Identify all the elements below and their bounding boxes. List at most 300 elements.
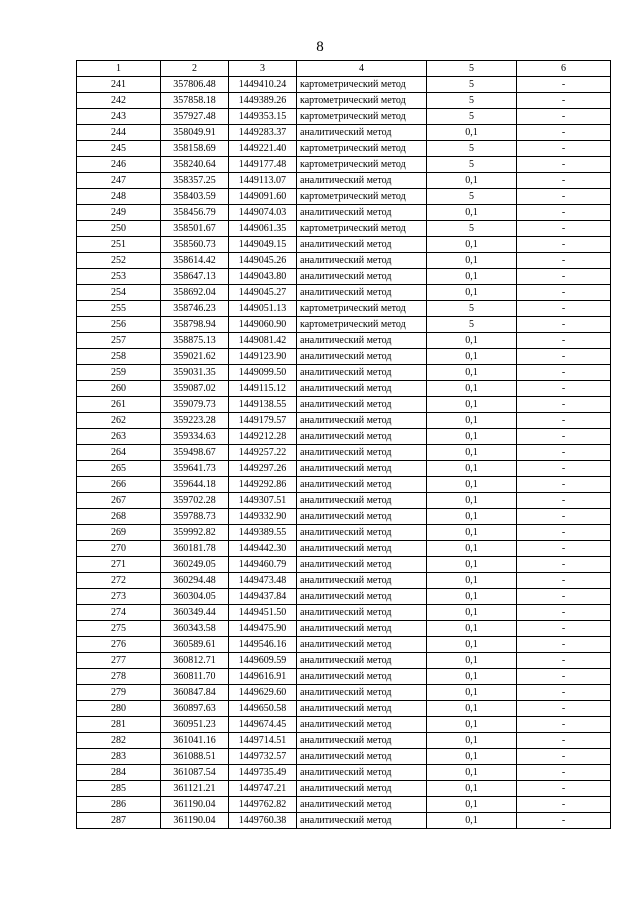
cell-coordinate-y: 1449091.60 [229, 189, 297, 205]
cell-coordinate-y: 1449060.90 [229, 317, 297, 333]
cell-method: аналитический метод [297, 765, 427, 781]
cell-coordinate-y: 1449762.82 [229, 797, 297, 813]
cell-coordinate-x: 361088.51 [161, 749, 229, 765]
table-row [77, 589, 611, 605]
cell-note: - [517, 301, 611, 317]
cell-coordinate-y: 1449074.03 [229, 205, 297, 221]
cell-coordinate-x: 359641.73 [161, 461, 229, 477]
column-header-6: 6 [517, 61, 611, 77]
cell-method: аналитический метод [297, 269, 427, 285]
table-row [77, 525, 611, 541]
cell-point-number: 281 [77, 717, 161, 733]
cell-coordinate-y: 1449113.07 [229, 173, 297, 189]
cell-method: аналитический метод [297, 477, 427, 493]
cell-method: аналитический метод [297, 461, 427, 477]
cell-coordinate-y: 1449179.57 [229, 413, 297, 429]
cell-point-number: 278 [77, 669, 161, 685]
cell-point-number: 268 [77, 509, 161, 525]
cell-note: - [517, 477, 611, 493]
cell-point-number: 248 [77, 189, 161, 205]
cell-coordinate-y: 1449674.45 [229, 717, 297, 733]
cell-note: - [517, 605, 611, 621]
column-header-3: 3 [229, 61, 297, 77]
cell-coordinate-x: 360897.63 [161, 701, 229, 717]
cell-method: аналитический метод [297, 813, 427, 829]
cell-coordinate-y: 1449714.51 [229, 733, 297, 749]
cell-point-number: 245 [77, 141, 161, 157]
cell-coordinate-y: 1449045.26 [229, 253, 297, 269]
cell-accuracy: 0,1 [427, 621, 517, 637]
table-row [77, 445, 611, 461]
cell-note: - [517, 445, 611, 461]
cell-note: - [517, 413, 611, 429]
cell-accuracy: 0,1 [427, 477, 517, 493]
cell-method: картометрический метод [297, 77, 427, 93]
cell-coordinate-x: 358158.69 [161, 141, 229, 157]
cell-accuracy: 0,1 [427, 413, 517, 429]
cell-note: - [517, 253, 611, 269]
cell-coordinate-x: 359644.18 [161, 477, 229, 493]
cell-point-number: 276 [77, 637, 161, 653]
cell-coordinate-y: 1449332.90 [229, 509, 297, 525]
cell-point-number: 263 [77, 429, 161, 445]
cell-coordinate-x: 358647.13 [161, 269, 229, 285]
cell-accuracy: 5 [427, 93, 517, 109]
cell-point-number: 260 [77, 381, 161, 397]
cell-accuracy: 0,1 [427, 589, 517, 605]
cell-method: аналитический метод [297, 125, 427, 141]
cell-coordinate-x: 360249.05 [161, 557, 229, 573]
table-row [77, 141, 611, 157]
cell-point-number: 286 [77, 797, 161, 813]
cell-point-number: 257 [77, 333, 161, 349]
cell-method: аналитический метод [297, 733, 427, 749]
cell-coordinate-y: 1449732.57 [229, 749, 297, 765]
cell-note: - [517, 685, 611, 701]
cell-note: - [517, 525, 611, 541]
cell-note: - [517, 765, 611, 781]
cell-accuracy: 5 [427, 301, 517, 317]
column-header-4: 4 [297, 61, 427, 77]
cell-coordinate-y: 1449475.90 [229, 621, 297, 637]
cell-note: - [517, 141, 611, 157]
table-row [77, 605, 611, 621]
cell-method: аналитический метод [297, 621, 427, 637]
cell-method: аналитический метод [297, 669, 427, 685]
cell-note: - [517, 285, 611, 301]
cell-method: аналитический метод [297, 605, 427, 621]
table-row [77, 237, 611, 253]
cell-point-number: 244 [77, 125, 161, 141]
cell-coordinate-x: 358614.42 [161, 253, 229, 269]
cell-coordinate-y: 1449283.37 [229, 125, 297, 141]
cell-point-number: 255 [77, 301, 161, 317]
cell-accuracy: 5 [427, 317, 517, 333]
cell-accuracy: 0,1 [427, 173, 517, 189]
table-row [77, 781, 611, 797]
table-row [77, 221, 611, 237]
cell-accuracy: 0,1 [427, 701, 517, 717]
cell-note: - [517, 429, 611, 445]
cell-point-number: 264 [77, 445, 161, 461]
cell-coordinate-y: 1449410.24 [229, 77, 297, 93]
cell-accuracy: 0,1 [427, 733, 517, 749]
cell-coordinate-y: 1449437.84 [229, 589, 297, 605]
cell-accuracy: 0,1 [427, 381, 517, 397]
cell-method: аналитический метод [297, 349, 427, 365]
table-row [77, 541, 611, 557]
cell-coordinate-x: 358798.94 [161, 317, 229, 333]
cell-method: аналитический метод [297, 589, 427, 605]
cell-coordinate-x: 361190.04 [161, 813, 229, 829]
cell-note: - [517, 333, 611, 349]
cell-point-number: 272 [77, 573, 161, 589]
table-row [77, 333, 611, 349]
cell-note: - [517, 381, 611, 397]
cell-note: - [517, 589, 611, 605]
table-row [77, 557, 611, 573]
column-header-1: 1 [77, 61, 161, 77]
cell-point-number: 266 [77, 477, 161, 493]
cell-method: аналитический метод [297, 445, 427, 461]
cell-method: картометрический метод [297, 93, 427, 109]
cell-coordinate-y: 1449389.55 [229, 525, 297, 541]
cell-accuracy: 0,1 [427, 525, 517, 541]
table-row [77, 381, 611, 397]
cell-note: - [517, 669, 611, 685]
cell-coordinate-x: 358746.23 [161, 301, 229, 317]
cell-note: - [517, 77, 611, 93]
cell-note: - [517, 125, 611, 141]
cell-point-number: 285 [77, 781, 161, 797]
table-row [77, 493, 611, 509]
cell-coordinate-x: 359223.28 [161, 413, 229, 429]
cell-method: аналитический метод [297, 637, 427, 653]
page-number: 8 [316, 39, 324, 55]
cell-coordinate-y: 1449546.16 [229, 637, 297, 653]
cell-note: - [517, 493, 611, 509]
table-row [77, 477, 611, 493]
cell-point-number: 262 [77, 413, 161, 429]
cell-point-number: 253 [77, 269, 161, 285]
cell-accuracy: 5 [427, 109, 517, 125]
cell-coordinate-x: 359498.67 [161, 445, 229, 461]
cell-accuracy: 0,1 [427, 253, 517, 269]
cell-accuracy: 0,1 [427, 813, 517, 829]
table-header-row [77, 61, 611, 77]
cell-coordinate-x: 360349.44 [161, 605, 229, 621]
cell-accuracy: 5 [427, 221, 517, 237]
cell-method: аналитический метод [297, 381, 427, 397]
cell-coordinate-y: 1449099.50 [229, 365, 297, 381]
cell-method: аналитический метод [297, 173, 427, 189]
cell-accuracy: 0,1 [427, 541, 517, 557]
cell-accuracy: 0,1 [427, 333, 517, 349]
cell-coordinate-x: 358875.13 [161, 333, 229, 349]
cell-coordinate-y: 1449442.30 [229, 541, 297, 557]
cell-coordinate-y: 1449629.60 [229, 685, 297, 701]
cell-method: аналитический метод [297, 717, 427, 733]
cell-accuracy: 0,1 [427, 573, 517, 589]
coordinates-table [76, 60, 611, 829]
cell-note: - [517, 205, 611, 221]
table-row [77, 461, 611, 477]
table-row [77, 621, 611, 637]
table-row [77, 269, 611, 285]
cell-method: аналитический метод [297, 797, 427, 813]
cell-coordinate-y: 1449650.58 [229, 701, 297, 717]
cell-coordinate-y: 1449049.15 [229, 237, 297, 253]
cell-point-number: 284 [77, 765, 161, 781]
cell-point-number: 243 [77, 109, 161, 125]
cell-note: - [517, 109, 611, 125]
cell-note: - [517, 573, 611, 589]
cell-coordinate-x: 360181.78 [161, 541, 229, 557]
cell-method: аналитический метод [297, 493, 427, 509]
cell-note: - [517, 173, 611, 189]
table-row [77, 813, 611, 829]
cell-method: аналитический метод [297, 653, 427, 669]
cell-coordinate-x: 359788.73 [161, 509, 229, 525]
cell-point-number: 282 [77, 733, 161, 749]
table-row [77, 285, 611, 301]
cell-coordinate-x: 359079.73 [161, 397, 229, 413]
cell-coordinate-x: 361041.16 [161, 733, 229, 749]
cell-accuracy: 0,1 [427, 397, 517, 413]
cell-accuracy: 0,1 [427, 461, 517, 477]
cell-method: аналитический метод [297, 285, 427, 301]
cell-note: - [517, 717, 611, 733]
cell-coordinate-y: 1449460.79 [229, 557, 297, 573]
cell-coordinate-y: 1449353.15 [229, 109, 297, 125]
table-row [77, 429, 611, 445]
table-row [77, 173, 611, 189]
cell-coordinate-x: 360847.84 [161, 685, 229, 701]
cell-note: - [517, 541, 611, 557]
table-row [77, 797, 611, 813]
cell-coordinate-y: 1449081.42 [229, 333, 297, 349]
cell-accuracy: 0,1 [427, 269, 517, 285]
cell-method: картометрический метод [297, 189, 427, 205]
cell-point-number: 287 [77, 813, 161, 829]
cell-method: аналитический метод [297, 205, 427, 221]
cell-accuracy: 0,1 [427, 781, 517, 797]
cell-method: аналитический метод [297, 685, 427, 701]
cell-note: - [517, 349, 611, 365]
cell-coordinate-y: 1449115.12 [229, 381, 297, 397]
table-row [77, 637, 611, 653]
cell-point-number: 242 [77, 93, 161, 109]
cell-coordinate-x: 359702.28 [161, 493, 229, 509]
cell-accuracy: 0,1 [427, 445, 517, 461]
cell-coordinate-x: 360811.70 [161, 669, 229, 685]
table-row [77, 109, 611, 125]
cell-coordinate-y: 1449609.59 [229, 653, 297, 669]
cell-accuracy: 0,1 [427, 205, 517, 221]
cell-accuracy: 0,1 [427, 349, 517, 365]
cell-point-number: 246 [77, 157, 161, 173]
cell-coordinate-x: 357858.18 [161, 93, 229, 109]
cell-coordinate-x: 361121.21 [161, 781, 229, 797]
cell-coordinate-x: 360589.61 [161, 637, 229, 653]
cell-point-number: 252 [77, 253, 161, 269]
cell-accuracy: 5 [427, 141, 517, 157]
cell-accuracy: 0,1 [427, 797, 517, 813]
table-row [77, 701, 611, 717]
cell-accuracy: 5 [427, 189, 517, 205]
cell-accuracy: 0,1 [427, 765, 517, 781]
cell-method: аналитический метод [297, 397, 427, 413]
cell-point-number: 271 [77, 557, 161, 573]
cell-coordinate-x: 359031.35 [161, 365, 229, 381]
cell-coordinate-y: 1449061.35 [229, 221, 297, 237]
cell-method: картометрический метод [297, 301, 427, 317]
cell-note: - [517, 781, 611, 797]
cell-method: аналитический метод [297, 253, 427, 269]
cell-coordinate-x: 358240.64 [161, 157, 229, 173]
cell-coordinate-x: 359087.02 [161, 381, 229, 397]
cell-accuracy: 0,1 [427, 125, 517, 141]
cell-point-number: 249 [77, 205, 161, 221]
table-row [77, 413, 611, 429]
cell-accuracy: 0,1 [427, 365, 517, 381]
cell-accuracy: 0,1 [427, 685, 517, 701]
cell-note: - [517, 733, 611, 749]
table-row [77, 717, 611, 733]
cell-method: аналитический метод [297, 237, 427, 253]
cell-method: картометрический метод [297, 157, 427, 173]
cell-coordinate-y: 1449473.48 [229, 573, 297, 589]
table-row [77, 349, 611, 365]
cell-note: - [517, 749, 611, 765]
column-header-5: 5 [427, 61, 517, 77]
cell-method: картометрический метод [297, 317, 427, 333]
cell-note: - [517, 813, 611, 829]
table-row [77, 765, 611, 781]
cell-coordinate-x: 360304.05 [161, 589, 229, 605]
table-row [77, 205, 611, 221]
cell-point-number: 267 [77, 493, 161, 509]
cell-note: - [517, 653, 611, 669]
cell-coordinate-y: 1449257.22 [229, 445, 297, 461]
cell-point-number: 247 [77, 173, 161, 189]
table-row [77, 253, 611, 269]
cell-accuracy: 0,1 [427, 653, 517, 669]
table-row [77, 749, 611, 765]
cell-coordinate-y: 1449389.26 [229, 93, 297, 109]
cell-point-number: 275 [77, 621, 161, 637]
cell-accuracy: 0,1 [427, 285, 517, 301]
cell-coordinate-y: 1449292.86 [229, 477, 297, 493]
cell-point-number: 283 [77, 749, 161, 765]
cell-coordinate-x: 358357.25 [161, 173, 229, 189]
cell-point-number: 273 [77, 589, 161, 605]
cell-coordinate-y: 1449043.80 [229, 269, 297, 285]
cell-method: картометрический метод [297, 221, 427, 237]
cell-coordinate-y: 1449051.13 [229, 301, 297, 317]
cell-note: - [517, 397, 611, 413]
cell-accuracy: 5 [427, 77, 517, 93]
table-row [77, 573, 611, 589]
cell-method: аналитический метод [297, 557, 427, 573]
cell-point-number: 254 [77, 285, 161, 301]
cell-coordinate-y: 1449616.91 [229, 669, 297, 685]
cell-point-number: 259 [77, 365, 161, 381]
cell-coordinate-y: 1449045.27 [229, 285, 297, 301]
column-header-2: 2 [161, 61, 229, 77]
cell-note: - [517, 237, 611, 253]
table-row [77, 685, 611, 701]
table-row [77, 301, 611, 317]
cell-method: аналитический метод [297, 429, 427, 445]
cell-coordinate-x: 359334.63 [161, 429, 229, 445]
cell-accuracy: 0,1 [427, 429, 517, 445]
cell-coordinate-y: 1449297.26 [229, 461, 297, 477]
cell-note: - [517, 365, 611, 381]
cell-coordinate-x: 358456.79 [161, 205, 229, 221]
cell-method: аналитический метод [297, 525, 427, 541]
cell-coordinate-x: 358403.59 [161, 189, 229, 205]
cell-coordinate-y: 1449760.38 [229, 813, 297, 829]
cell-point-number: 274 [77, 605, 161, 621]
cell-coordinate-x: 358501.67 [161, 221, 229, 237]
cell-point-number: 256 [77, 317, 161, 333]
table-row [77, 125, 611, 141]
table-row [77, 653, 611, 669]
cell-coordinate-x: 360812.71 [161, 653, 229, 669]
table-row [77, 365, 611, 381]
cell-coordinate-x: 359021.62 [161, 349, 229, 365]
cell-point-number: 279 [77, 685, 161, 701]
cell-coordinate-x: 358692.04 [161, 285, 229, 301]
table-row [77, 397, 611, 413]
cell-method: аналитический метод [297, 573, 427, 589]
cell-coordinate-x: 360951.23 [161, 717, 229, 733]
cell-method: аналитический метод [297, 541, 427, 557]
table-row [77, 93, 611, 109]
cell-point-number: 258 [77, 349, 161, 365]
cell-point-number: 251 [77, 237, 161, 253]
cell-accuracy: 0,1 [427, 493, 517, 509]
table-row [77, 189, 611, 205]
cell-coordinate-y: 1449735.49 [229, 765, 297, 781]
cell-coordinate-x: 358049.91 [161, 125, 229, 141]
cell-note: - [517, 637, 611, 653]
cell-coordinate-y: 1449138.55 [229, 397, 297, 413]
table-row [77, 77, 611, 93]
cell-coordinate-x: 360343.58 [161, 621, 229, 637]
cell-note: - [517, 557, 611, 573]
cell-point-number: 280 [77, 701, 161, 717]
cell-method: аналитический метод [297, 333, 427, 349]
cell-coordinate-x: 357927.48 [161, 109, 229, 125]
cell-note: - [517, 157, 611, 173]
table-row [77, 669, 611, 685]
cell-accuracy: 0,1 [427, 509, 517, 525]
cell-point-number: 250 [77, 221, 161, 237]
table-row [77, 317, 611, 333]
cell-coordinate-y: 1449177.48 [229, 157, 297, 173]
cell-method: аналитический метод [297, 749, 427, 765]
cell-method: аналитический метод [297, 413, 427, 429]
cell-point-number: 277 [77, 653, 161, 669]
cell-coordinate-x: 360294.48 [161, 573, 229, 589]
cell-method: картометрический метод [297, 109, 427, 125]
cell-method: картометрический метод [297, 141, 427, 157]
cell-accuracy: 0,1 [427, 237, 517, 253]
cell-note: - [517, 221, 611, 237]
cell-point-number: 269 [77, 525, 161, 541]
